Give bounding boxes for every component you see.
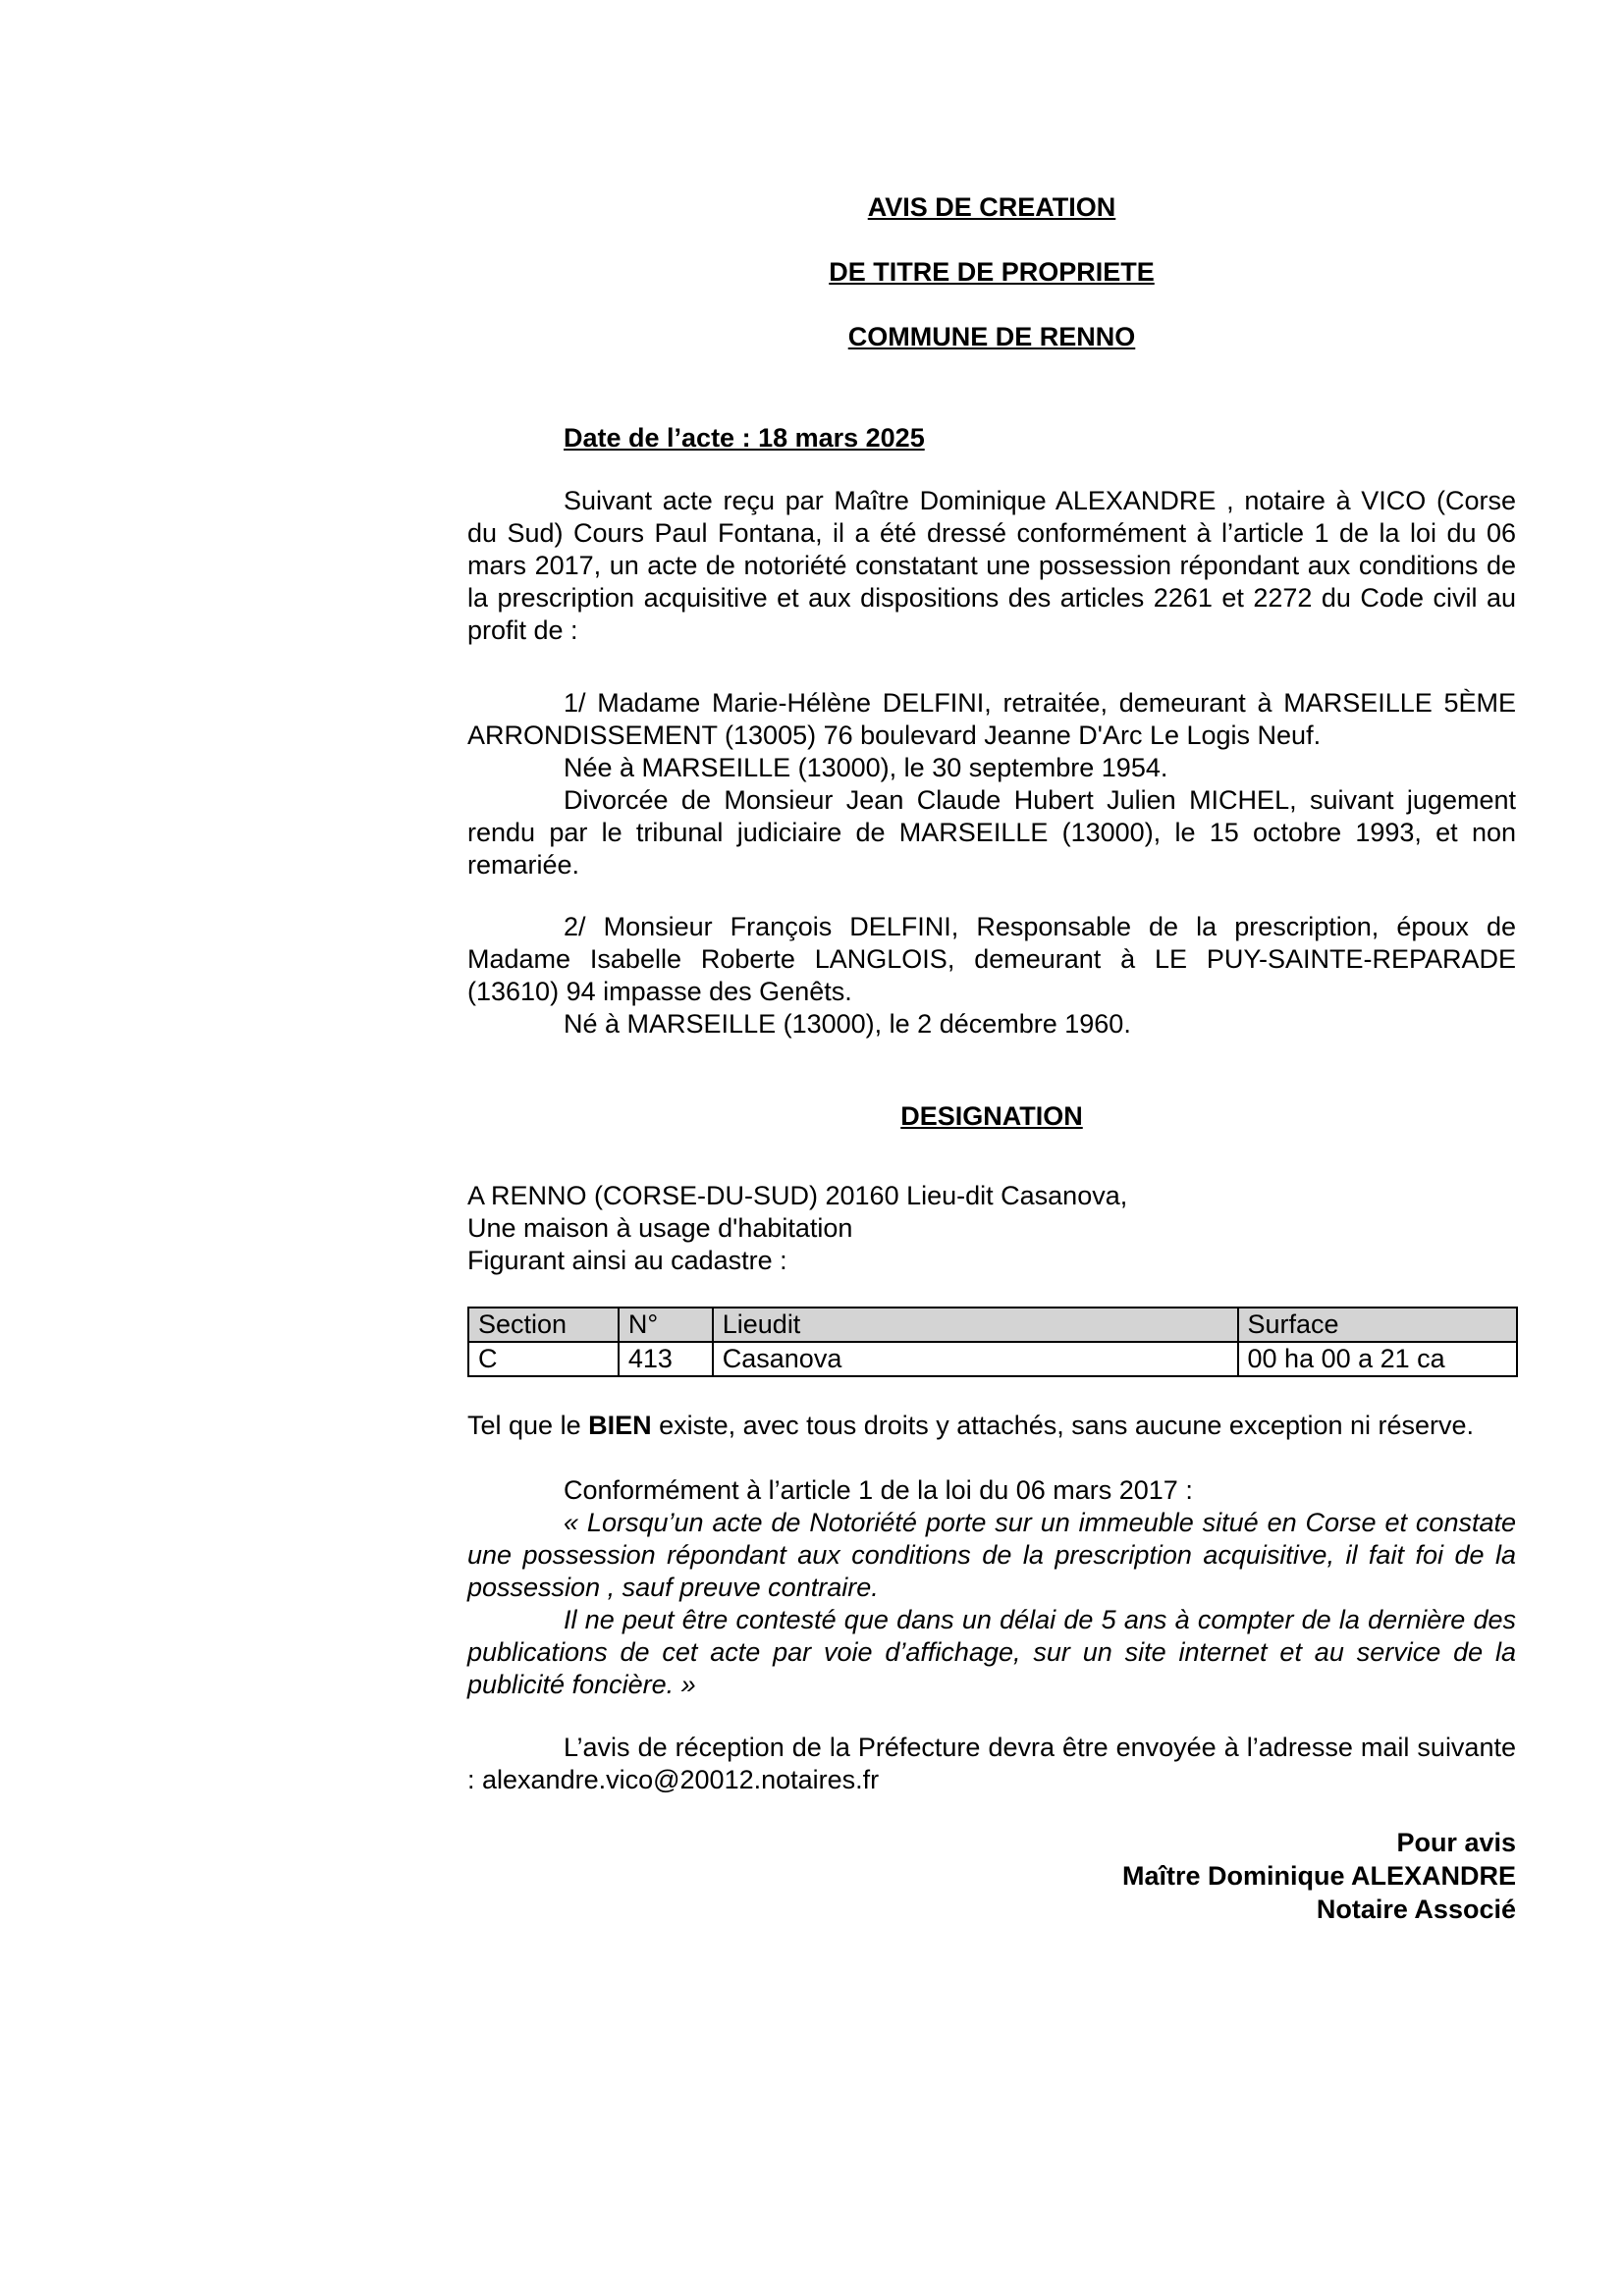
signature-name: Maître Dominique ALEXANDRE xyxy=(1121,1861,1516,1891)
cadastre-cell-number: 413 xyxy=(619,1342,713,1376)
person-1-identity: 1/ Madame Marie-Hélène DELFINI, retraitée, demeurant à MARSEILLE 5ÈME ARRONDISSEMENT (13005) 76 boulevard Jeanne D'Arc Le Logis Neuf. xyxy=(467,688,1516,750)
designation-description: Une maison à usage d'habitation xyxy=(467,1213,853,1243)
cadastre-header-lieudit: Lieudit xyxy=(713,1308,1238,1342)
cadastre-header-surface: Surface xyxy=(1238,1308,1517,1342)
cadastre-cell-lieudit: Casanova xyxy=(713,1342,1238,1376)
person-1 xyxy=(467,687,1516,881)
cadastre-cell-surface: 00 ha 00 a 21 ca xyxy=(1238,1342,1517,1376)
bien-bold: BIEN xyxy=(588,1411,652,1440)
law-section xyxy=(467,1474,1516,1701)
cadastre-header-number: N° xyxy=(619,1308,713,1342)
designation-cadastre-intro: Figurant ainsi au cadastre : xyxy=(467,1246,787,1275)
signature-title: Notaire Associé xyxy=(1316,1895,1516,1924)
header-title-2: DE TITRE DE PROPRIETE xyxy=(829,257,1155,287)
cadastre-header-row xyxy=(468,1308,1517,1342)
cadastre-header-section: Section xyxy=(468,1308,619,1342)
cadastre-table xyxy=(467,1307,1518,1377)
header-title-3: COMMUNE DE RENNO xyxy=(847,322,1136,351)
person-2-birth: Né à MARSEILLE (13000), le 2 décembre 1960. xyxy=(564,1009,1131,1039)
table-row xyxy=(468,1342,1517,1376)
person-1-status: Divorcée de Monsieur Jean Claude Hubert Julien MICHEL, suivant jugement rendu par le tribunal judiciaire de MARSEILLE (13000), le 15 octobre 1993, et non remariée. xyxy=(467,785,1516,880)
bien-after: existe, avec tous droits y attachés, sans aucune exception ni réserve. xyxy=(651,1411,1475,1440)
bien-before: Tel que le xyxy=(467,1411,589,1440)
law-quote-1: « Lorsqu’un acte de Notoriété porte sur un immeuble situé en Corse et constate une possession répondant aux conditions de la prescription acquisitive, il fait foi de la possession , sauf preuve contraire. xyxy=(467,1508,1516,1602)
person-2-identity: 2/ Monsieur François DELFINI, Responsable de la prescription, époux de Madame Isabelle Roberte LANGLOIS, demeurant à LE PUY-SAINTE-REPARADE (13610) 94 impasse des Genêts. xyxy=(467,912,1516,1006)
designation-title: DESIGNATION xyxy=(900,1101,1083,1131)
cadastre-cell-section: C xyxy=(468,1342,619,1376)
header-title-1: AVIS DE CREATION xyxy=(867,192,1116,222)
designation-location: A RENNO (CORSE-DU-SUD) 20160 Lieu-dit Casanova, xyxy=(467,1181,1128,1210)
intro-paragraph: Suivant acte reçu par Maître Dominique ALEXANDRE , notaire à VICO (Corse du Sud) Cours Paul Fontana, il a été dressé conformément à l’article 1 de la loi du 06 mars 2017, un acte de notoriété constatant une possession répondant aux conditions de la prescription acquisitive et aux dispositions des articles 2261 et 2272 du Code civil au profit de : xyxy=(467,486,1516,645)
signature-block xyxy=(982,1826,1516,1926)
bien-sentence xyxy=(467,1410,1516,1442)
law-quote-2: Il ne peut être contesté que dans un délai de 5 ans à compter de la dernière des publications de cet acte par voie d’affichage, sur un site internet et au service de la publicité foncière. » xyxy=(467,1605,1516,1699)
signature-line-1: Pour avis xyxy=(1396,1828,1516,1857)
designation-text xyxy=(467,1180,1516,1277)
person-2 xyxy=(467,911,1516,1041)
person-1-birth: Née à MARSEILLE (13000), le 30 septembre 1954. xyxy=(564,753,1168,782)
act-date-text: Date de l’acte : 18 mars 2025 xyxy=(564,423,925,453)
reception-paragraph: L’avis de réception de la Préfecture devra être envoyée à l’adresse mail suivante : alexandre.vico@20012.notaires.fr xyxy=(467,1733,1516,1794)
law-intro: Conformément à l’article 1 de la loi du 06 mars 2017 : xyxy=(564,1475,1193,1505)
act-date xyxy=(564,422,1612,454)
